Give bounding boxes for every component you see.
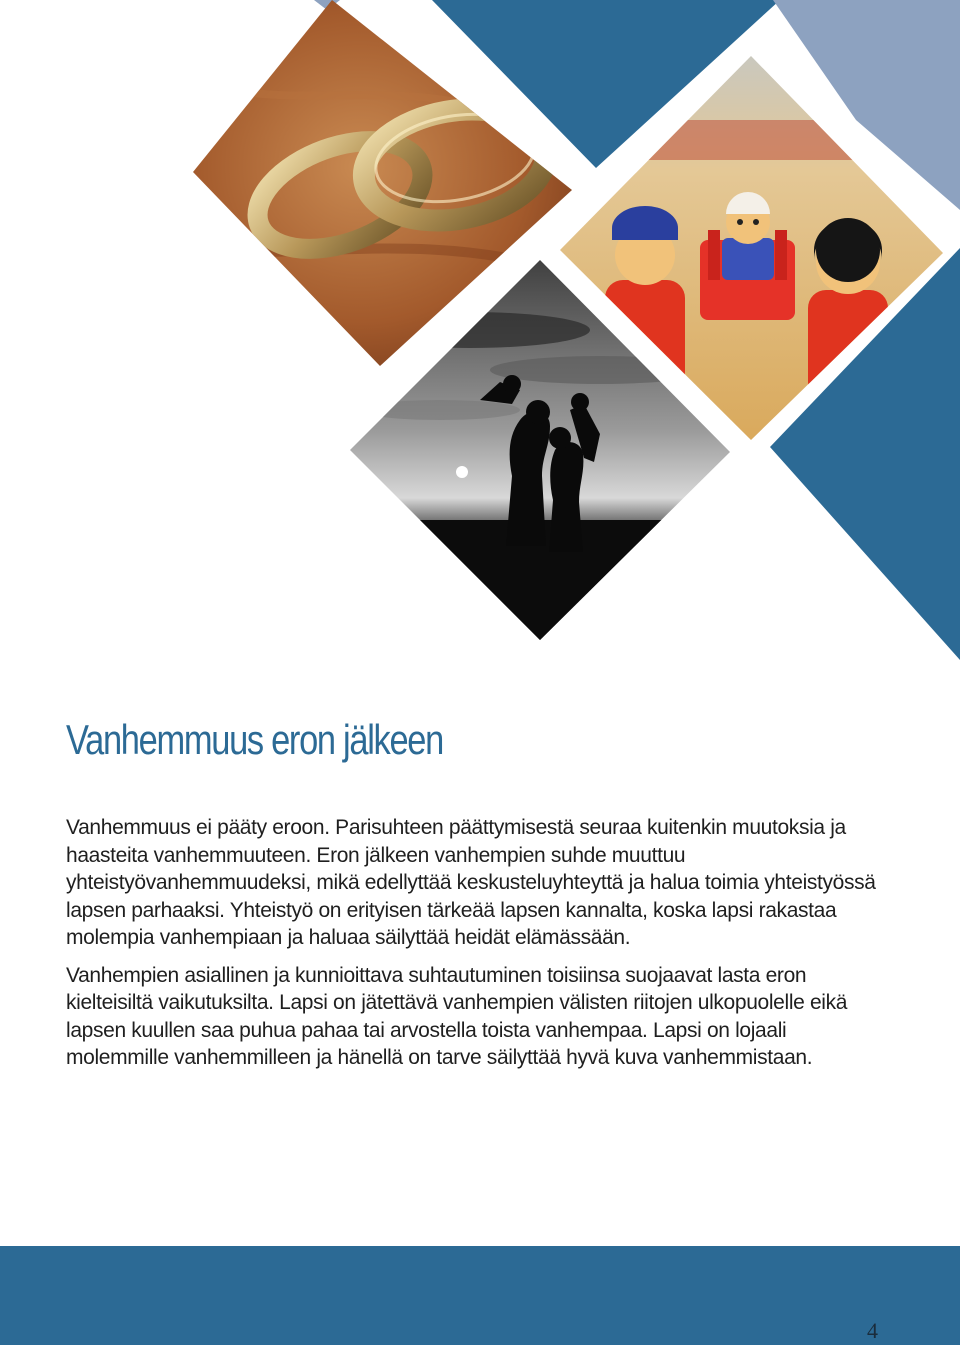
footer-bar	[0, 1246, 960, 1345]
paragraph: Vanhemmuus ei pääty eroon. Parisuhteen päättymisestä seuraa kuitenkin muutoksia ja haasteita vanhemmuuteen. Eron jälkeen vanhempien suhde muuttuu yhteistyövanhemmuudeksi, mikä edellyttää keskusteluyhteyttä ja halua toimia yhteistyössä lapsen parhaaksi. Yhteistyö on erityisen tärkeää lapsen kannalta, koska lapsi rakastaa molempia vanhempiaan ja haluaa säilyttää heidät elämässään.	[66, 816, 876, 949]
paragraph: Vanhempien asiallinen ja kunnioittava suhtautuminen toisiinsa suojaavat lasta eron kielteisiltä vaikutuksilta. Lapsi on jätettävä vanhempien välisten riitojen ulkopuolelle eikä lapsen kuullen saa puhua pahaa tai arvostella toista vanhempaa. Lapsi on lojaali molemmille vanhemmilleen ja hänellä on tarve säilyttää hyvä kuva vanhemmistaan.	[66, 963, 848, 1069]
page-title: Vanhemmuus eron jälkeen	[66, 716, 443, 763]
article-body	[66, 814, 876, 1082]
header-collage	[0, 0, 960, 660]
page-number: 4	[867, 1318, 878, 1343]
